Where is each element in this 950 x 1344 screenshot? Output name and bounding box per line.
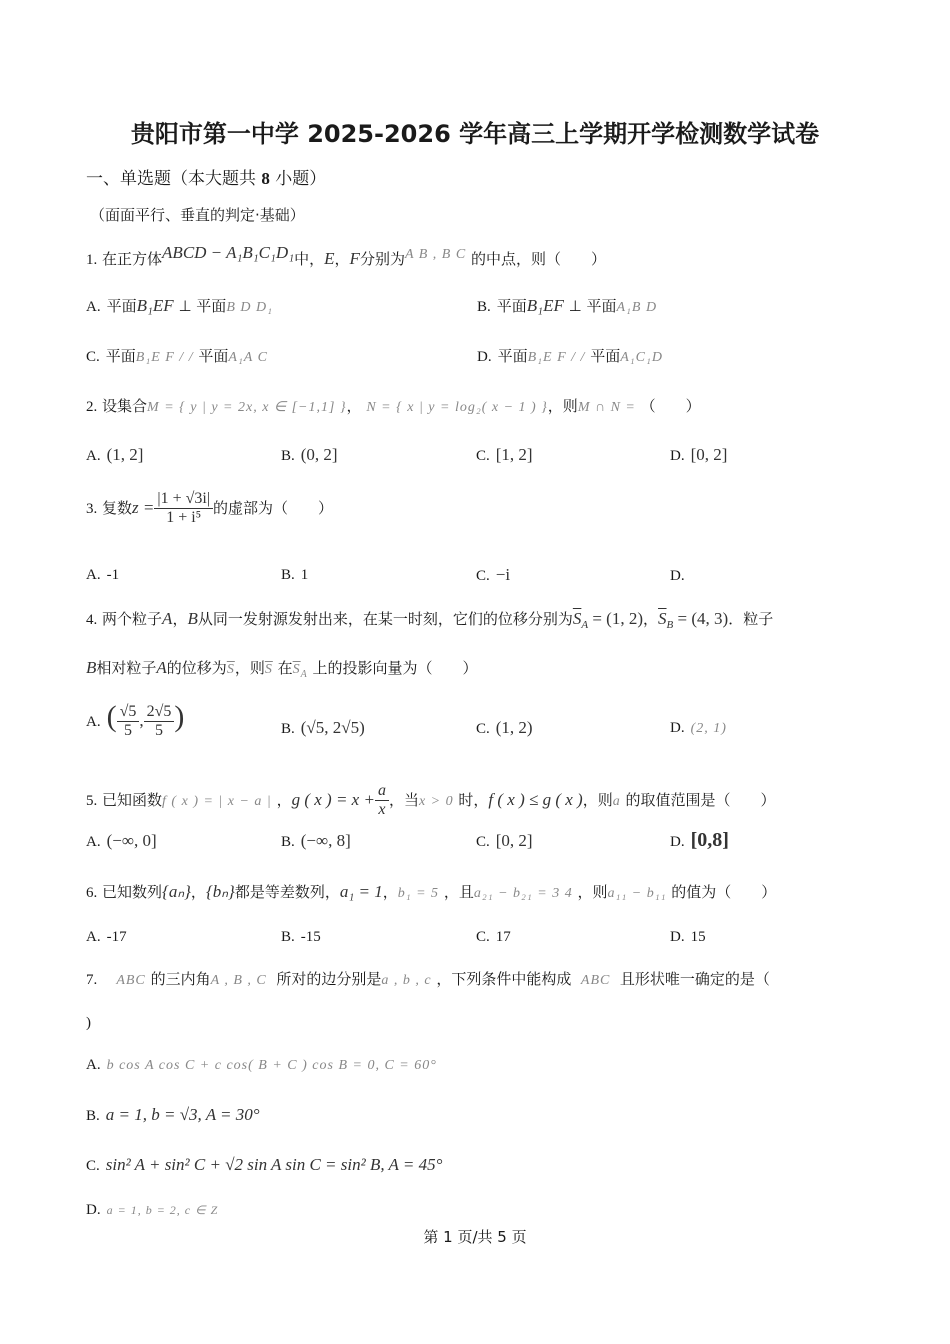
q3-fraction: $\frac{|1 + √3i|}{\text{1 + i⁵}}$ [154, 490, 213, 527]
section-heading: 一、单选题（本大题共 8 小题） [86, 169, 327, 189]
q6-option-d[interactable]: D. 15 [670, 929, 706, 945]
question-1: 1. 在正方体ABCD − A₁B₁C₁D₁中，E，F分别为A B , B C 的中点，则（ ） [86, 243, 606, 268]
q2-option-a[interactable]: A. (1, 2] [86, 445, 144, 464]
q3-option-c[interactable]: C. −i [476, 565, 511, 584]
question-6: 6. 已知数列{aₙ}，{bₙ}都是等差数列，a₁ = 1，b₁ = 5 ，且a₂₁ − b₂₁ = 3 4 ，则a₁₁ − b₁₁ 的值为（ ） [86, 882, 777, 901]
q1-option-b[interactable]: B. 平面B₁EF ⊥ 平面A₁B D [477, 296, 658, 315]
q6-option-a[interactable]: A. -17 [86, 929, 127, 945]
q4-option-b[interactable]: B. (√5, 2√5) [281, 718, 365, 737]
question-2: 2. 设集合M = { y | y = 2x, x ∈ [−1,1] }， N = { x | y = log₂( x − 1 ) }，则M ∩ N = （ ） [86, 397, 701, 415]
question-5: 5. 已知函数f ( x ) = | x − a | ，g ( x ) = x + $\frac{a}{x}$ ，当x > 0 时，f ( x ) ≤ g ( x )，则a 的取值范围是（ ） [86, 782, 776, 818]
q4-option-c[interactable]: C. (1, 2) [476, 718, 533, 737]
q5-option-c[interactable]: C. [0, 2] [476, 831, 533, 850]
question-4-line-1: 4. 两个粒子A，B从同一发射源发射出来，在某一时刻，它们的位移分别为$\overline{S}_A = (1$, 2)，$\overline{S}_B = (4$, 3)．粒子 [86, 609, 774, 631]
q1-option-d[interactable]: D. 平面B₁E F / / 平面A₁C₁D [477, 347, 663, 365]
q6-option-c[interactable]: C. 17 [476, 929, 511, 945]
question-4-line-2: B相对粒子A的位移为$\overline{S}$，则$\overline{S}$ 在$\overline{S}_A$ 上的投影向量为（ ） [86, 658, 478, 680]
q4-option-d[interactable]: D. (2, 1) [670, 720, 727, 736]
q4-option-a[interactable]: A. ( $\frac{√5}{5}$ , $\frac{2√5}{5}$ ) [86, 700, 185, 739]
q1-option-c[interactable]: C. 平面B₁E F / / 平面A₁A C [86, 347, 268, 365]
q5-option-a[interactable]: A. (−∞, 0] [86, 831, 157, 850]
q5-option-d[interactable]: D. [0,8] [670, 829, 729, 851]
q3-option-d[interactable]: D. [670, 568, 685, 584]
q1-option-a[interactable]: A. 平面B₁EF ⊥ 平面B D D₁ [86, 296, 273, 315]
exam-title: 贵阳市第一中学 2025-2026 学年高三上学期开学检测数学试卷 [130, 120, 820, 148]
q7-option-c[interactable]: C. sin² A + sin² C + √2 sin A sin C = sin² B, A = 45° [86, 1155, 443, 1174]
q3-option-a[interactable]: A. -1 [86, 567, 120, 583]
q6-option-b[interactable]: B. -15 [281, 929, 321, 945]
q7-option-a[interactable]: A. b cos A cos C + c cos( B + C ) cos B = 0, C = 60° [86, 1057, 437, 1073]
topic-note: （面面平行、垂直的判定·基础） [90, 206, 305, 224]
q7-option-d[interactable]: D. a = 1, b = 2, c ∈ Z [86, 1202, 219, 1218]
q5-option-b[interactable]: B. (−∞, 8] [281, 831, 351, 850]
q2-option-b[interactable]: B. (0, 2] [281, 445, 338, 464]
q7-option-b[interactable]: B. a = 1, b = √3, A = 30° [86, 1105, 260, 1124]
q3-option-b[interactable]: B. 1 [281, 567, 309, 583]
question-7-line-1: 7. ABC 的三内角A , B , C 所对的边分别是a , b , c ，下列条件中能构成 ABC 且形状唯一确定的是（ [86, 970, 770, 988]
page-footer: 第 1 页/共 5 页 [423, 1228, 527, 1246]
q2-option-d[interactable]: D. [0, 2] [670, 445, 728, 464]
q2-option-c[interactable]: C. [1, 2] [476, 445, 533, 464]
question-7-line-2: ) [86, 1015, 91, 1031]
question-3: 3. 复数z = $\frac{|1 + √3i|}{\text{1 + i⁵}}$ 的虚部为（ ） [86, 490, 334, 526]
